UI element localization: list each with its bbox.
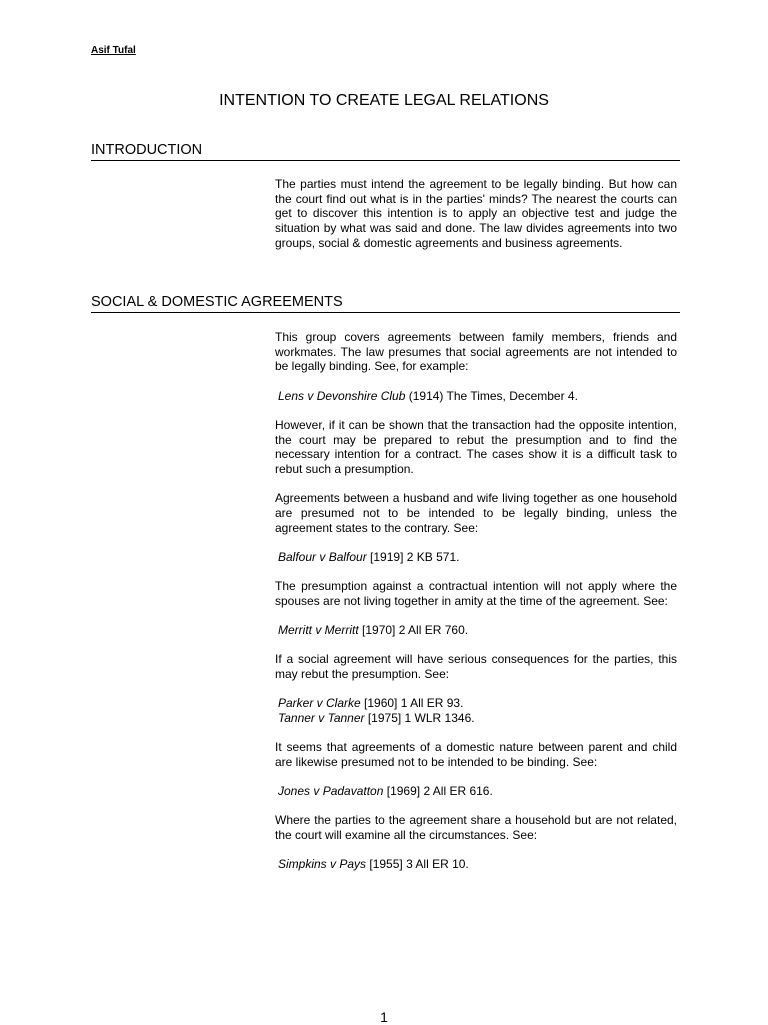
document-title: INTENTION TO CREATE LEGAL RELATIONS [219, 92, 549, 109]
author-name: Asif Tufal [91, 45, 136, 56]
case-name: Simpkins v Pays [278, 856, 367, 871]
case-reference: [1975] 1 WLR 1346. [364, 710, 475, 725]
case-citation-lens [275, 389, 677, 404]
case-name: Parker v Clarke [278, 695, 361, 710]
case-citation-tanner [275, 711, 677, 726]
case-name: Jones v Padavatton [278, 783, 384, 798]
case-reference: (1914) The Times, December 4. [405, 388, 578, 403]
case-name: Balfour v Balfour [278, 549, 367, 564]
case-citation-jones [275, 784, 677, 799]
social-paragraph-3: Agreements between a husband and wife living together as one household are presumed not to be intended to be legally binding, unless the agreement states to the contrary. See: [275, 491, 677, 535]
case-name: Lens v Devonshire Club [278, 388, 406, 403]
introduction-body [275, 177, 677, 265]
case-reference: [1919] 2 KB 571. [366, 549, 460, 564]
social-paragraph-5: If a social agreement will have serious consequences for the parties, this may rebut the presumption. See: [275, 652, 677, 681]
section-heading-introduction: INTRODUCTION [91, 142, 680, 161]
case-citation-parker [275, 696, 677, 711]
social-paragraph-4: The presumption against a contractual intention will not apply where the spouses are not living together in amity at the time of the agreement. See: [275, 578, 677, 608]
case-citation-balfour [275, 550, 677, 565]
introduction-paragraph: The parties must intend the agreement to be legally binding. But how can the court find out what is in the parties' minds? The nearest the courts can get to discover this intention is to apply an objective test and judge the situation by what was said and done. The law divides agreements into two groups, social & domestic agreements and business agreements. [275, 177, 677, 250]
social-paragraph-6: It seems that agreements of a domestic nature between parent and child are likewise presumed not to be intended to be binding. See: [275, 739, 677, 769]
social-paragraph-7: Where the parties to the agreement share a household but are not related, the court will examine all the circumstances. See: [275, 812, 677, 842]
case-reference: [1955] 3 All ER 10. [366, 856, 469, 871]
social-paragraph-2: However, if it can be shown that the transaction had the opposite intention, the court may be prepared to rebut the presumption and to find the necessary intention for a contract. The cases show it is a difficult task to rebut such a presumption. [275, 417, 677, 476]
case-reference: [1969] 2 All ER 616. [383, 783, 493, 798]
social-domestic-body [275, 330, 677, 886]
case-reference: [1970] 2 All ER 760. [358, 622, 469, 637]
case-reference: [1960] 1 All ER 93. [360, 695, 464, 710]
case-citation-simpkins [275, 857, 677, 872]
case-name: Tanner v Tanner [278, 710, 365, 725]
page-number: 1 [380, 1009, 388, 1025]
section-heading-social-domestic: SOCIAL & DOMESTIC AGREEMENTS [91, 294, 680, 313]
case-citation-merritt [275, 623, 677, 638]
social-paragraph-1: This group covers agreements between family members, friends and workmates. The law presumes that social agreements are not intended to be legally binding. See, for example: [275, 330, 677, 374]
case-name: Merritt v Merritt [278, 622, 359, 637]
